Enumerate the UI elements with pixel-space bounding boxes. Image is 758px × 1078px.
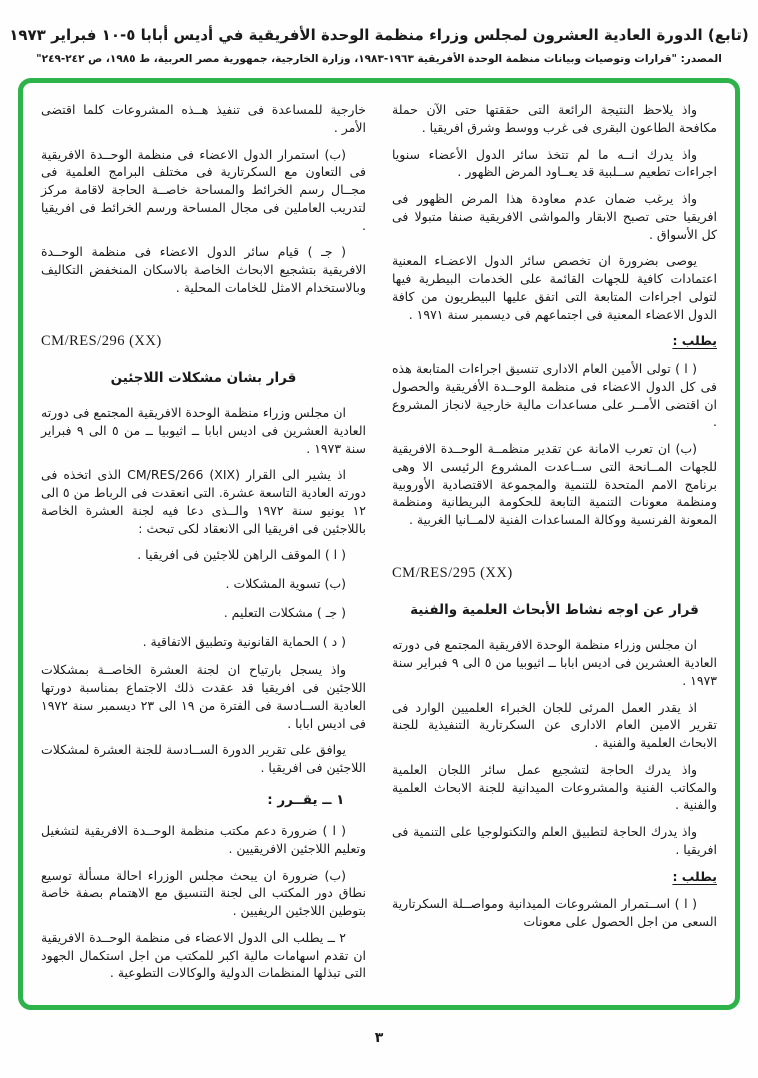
paragraph: ان مجلس وزراء منظمة الوحدة الافريقية المجتمع فى دورته العادية العشرين فى اديس ابابا ــ اثيوبيا ــ من ٥ الى ٩ فبراير سنة ١٩٧٣ .: [41, 405, 366, 456]
resolution-ref: CM/RES/296 (XX): [41, 332, 162, 349]
list-item: ( ا ) الموقف الراهن للاجئين فى افريقيا .: [137, 547, 346, 563]
paragraph: ان مجلس وزراء منظمة الوحدة الافريقية المجتمع فى دورته العادية العشرين فى اديس ابابا ــ اثيوبيا من ٥ الى ٩ فبراير سنة ١٩٧٣ .: [392, 637, 717, 688]
paragraph: (ب) ضرورة ان يبحث مجلس الوزراء احالة مسألة توسيع نطاق دور المكتب الى لجنة التنسيق مع الاهتمام بصفة خاصة بتوطين اللاجئين الريفيين .: [41, 867, 366, 919]
paragraph: (ب) ان تعرب الامانة عن تقدير منظمــة الوحــدة الافريقية للجهات المــانحة التى ســاعدت المشروع الرئيسى الا وهى برنامج الامم المتحدة للتنمية والمجموعة الاقتصادية الأوروبية ومنظمة معونات التنمية التابعة للحكومة البريطانية ومنظمة المعونة الفرنسية ووكالة المساعدات الفنية لالمــانيا الغربية .: [392, 441, 717, 527]
source-citation: المصدر: "قرارات وتوصيات وبيانات منظمة الوحدة الأفريقية ١٩٦٣-١٩٨٣، وزارة الخارجية، جمهورية مصر العربية، ط ١٩٨٥، ص ٢٤٢-٢٤٩": [36, 53, 722, 65]
page-number: ٣: [374, 1030, 384, 1047]
paragraph: واذ يسجل بارتياح ان لجنة العشرة الخاصــة بمشكلات اللاجئين فى افريقيا قد عقدت ذلك الاجتماع بمناسبة دورتها العادية الســادسة فى الفترة من ١٩ الى ٢٣ ديسمبر سنة ١٩٧٢ فى اديس ابابا .: [41, 662, 366, 731]
paragraph: واذ يرغب ضمان عدم معاودة هذا المرض الظهور فى افريقيا حتى تصبح الابقار والمواشى الافريقية صنفا متبولا فى كل الأسواق .: [392, 191, 717, 242]
paragraph: ( ا ) اســتمرار المشروعات الميدانية ومواصــلة السكرتارية السعى من اجل الحصول على معونات: [392, 896, 717, 930]
resolution-title: قرار بشان مشكلات اللاجئين: [110, 370, 297, 387]
decree-heading: ١ ــ يقــرر :: [267, 791, 345, 808]
paragraph: ( ا ) تولى الأمين العام الادارى تنسيق اجراءات المتابعة هذه فى كل الدول الاعضاء فى منظمة الوحــدة الأفريقية والحصول ان اقتضى الأمــر على مساعدات مالية خارجية لانجاز المشروع .: [392, 361, 717, 430]
paragraph: واذ يدرك الحاجة لتشجيع عمل سائر اللجان العلمية والمكاتب الفنية والمشروعات الميدانية للجنة الابحاث العلمية والفنية .: [392, 761, 717, 813]
session-title: (تابع) الدورة العادية العشرون لمجلس وزراء منظمة الوحدة الأفريقية في أديس أبابا ٥-١٠ فبراير ١٩٧٣: [9, 26, 749, 44]
list-item: ( جـ ) مشكلات التعليم .: [223, 604, 346, 620]
column-left: [41, 101, 366, 991]
paragraph: ( ا ) ضرورة دعم مكتب منظمة الوحــدة الافريقية لتشغيل وتعليم اللاجئين الافريقيين .: [41, 823, 366, 856]
paragraph: اذ يشير الى القرار CM/RES/266 (XIX) الذى اتخذه فى دورته العادية التاسعة عشرة. التى انعقدت فى الرباط من ٥ الى ١٢ يونيو سنة ١٩٧٢ والــذى دعا فيه لجنة العشرة الخاصة باللاجئين فى افريقيا الى الانعقاد لكى تبحث :: [41, 467, 366, 536]
list-item: (ب) تسوية المشكلات .: [225, 576, 346, 592]
paragraph: واذ يدرك انــه ما لم تتخذ سائر الدول الأعضاء سنويا اجراءات تطعيم ســلبية قد يعــاود المرض الظهور .: [392, 146, 717, 180]
paragraph: يوافق على تقرير الدورة الســادسة للجنة العشرة لمشكلات اللاجئين فى افريقيا .: [41, 742, 366, 776]
paragraph: ( جـ ) قيام سائر الدول الاعضاء فى منظمة الوحــدة الافريقية بتشجيع الابحاث الخاصة بالاسكان المنخفض التكاليف وبالاستخدام الامثل للخامات المحلية .: [41, 244, 366, 295]
resolution-title: قرار عن اوجه نشاط الأبحاث العلمية والفنية: [410, 602, 699, 619]
paragraph: اذ يقدر العمل المرئى للجان الخبراء العلميين الوارد فى تقرير الامين العام الادارى عن السكرتارية التنفيذية للجنة الابحاث العلمية والفنية .: [392, 699, 717, 751]
column-right: [392, 101, 717, 991]
paragraph: ٢ ــ يطلب الى الدول الاعضاء فى منظمة الوحــدة الافريقية ان تقدم اسهامات مالية اكبر للمكتب من اجل استكمال الجهود التى تبذلها المنظمات الدولية والوكالات التطوعية .: [41, 929, 366, 981]
resolution-ref: CM/RES/295 (XX): [392, 564, 513, 581]
list-item: ( د ) الحماية القانونية وتطبيق الاتفاقية .: [142, 633, 346, 649]
paragraph-continuation: خارجية للمساعدة فى تنفيذ هــذه المشروعات كلما اقتضى الأمر .: [41, 102, 366, 135]
paragraph: يوصى بضرورة ان تخصص سائر الدول الاعضـاء المعنية اعتمادات كافية للجهات القائمة على الخدمات البيطرية فيها لتولى اجراءات المتابعة التى اتفق عليها البيطريون من كافة الدول الاعضاء المعنية فى اجتماعهم فى ديسمبر سنة ١٩٧١ .: [392, 253, 717, 322]
request-heading: يطلب :: [672, 868, 717, 884]
resolutions-text-box: [18, 78, 740, 1010]
paragraph: (ب) استمرار الدول الاعضاء فى منظمة الوحــدة الافريقية فى التعاون مع السكرتارية فى مختلف البرامج العلمية فى مجــال رسم الخرائط والمساحة خاصــة الحاجة لاقامة مركز لتدريب العاملين فى مجال المساحة ورسم الخرائط فى افريقيا .: [41, 146, 366, 233]
paragraph: واذ يدرك الحاجة لتطبيق العلم والتكنولوجيا على التنمية فى افريقيا .: [392, 824, 717, 857]
paragraph: واذ يلاحظ النتيجة الرائعة التى حققتها حتى الآن حملة مكافحة الطاعون البقرى فى غرب ووسط وشرق افريقيا .: [392, 102, 717, 135]
request-heading: يطلب :: [672, 333, 717, 349]
page-header: [0, 0, 758, 65]
